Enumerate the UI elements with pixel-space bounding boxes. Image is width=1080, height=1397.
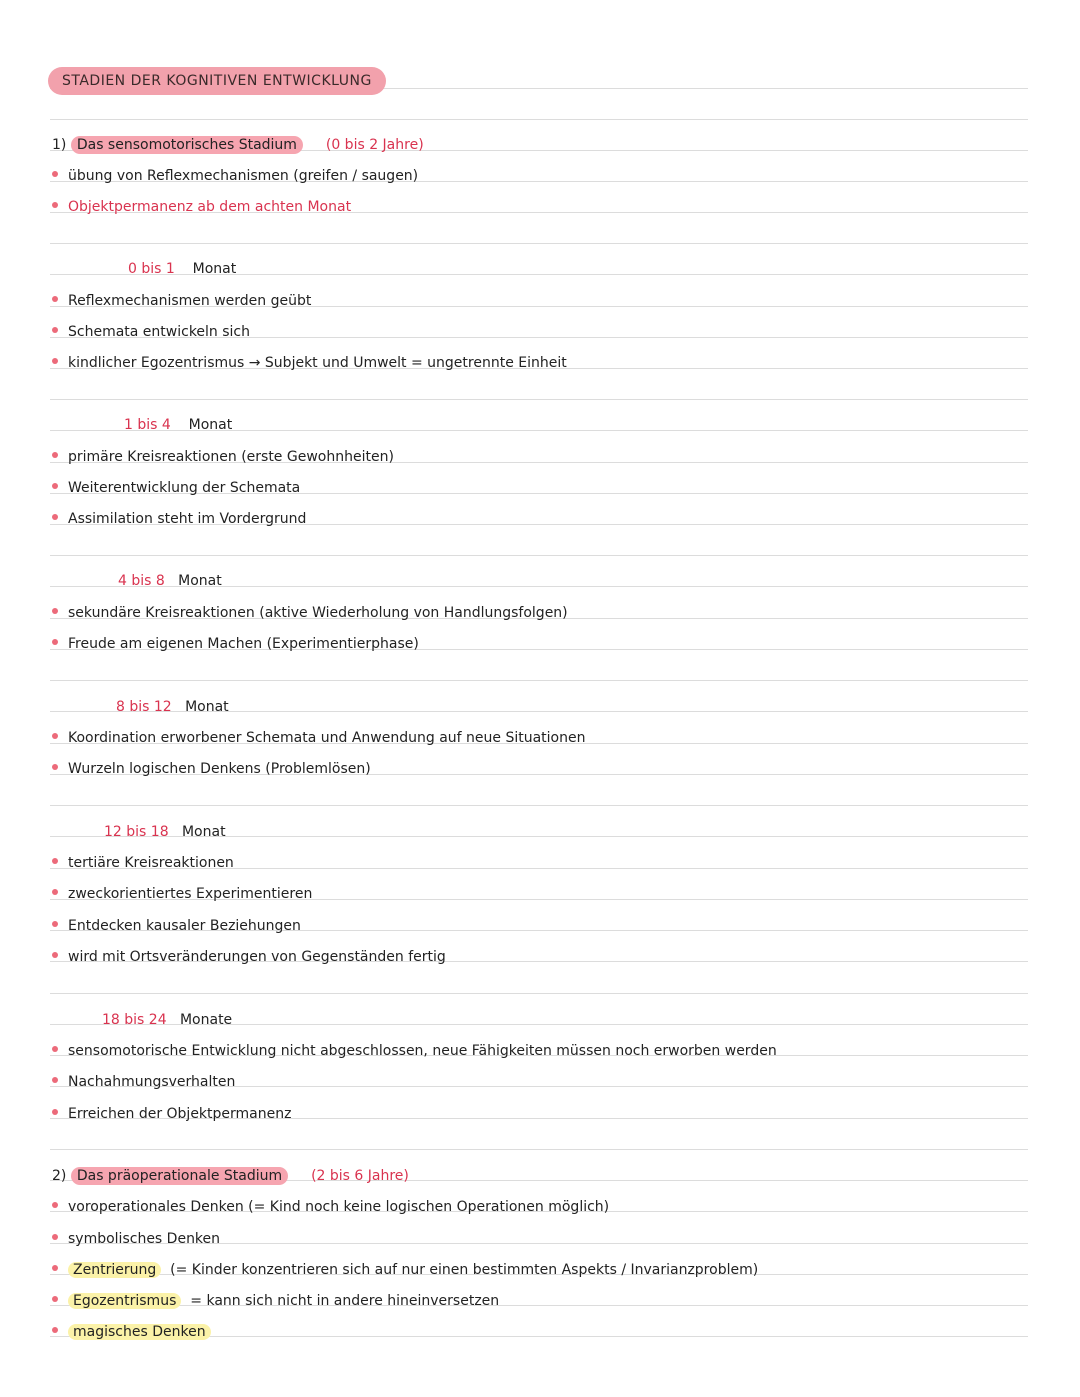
list-item: Weiterentwicklung der Schemata [52, 477, 300, 499]
bullet-icon [52, 1234, 58, 1240]
list-item: voroperationales Denken (= Kind noch keine logischen Operationen möglich) [52, 1196, 609, 1218]
list-item: primäre Kreisreaktionen (erste Gewohnheiten) [52, 446, 394, 468]
bullet-icon [52, 921, 58, 927]
list-item: Koordination erworbener Schemata und Anwendung auf neue Situationen [52, 727, 585, 749]
list-item: Reflexmechanismen werden geübt [52, 290, 311, 312]
stage2-number: 2) [52, 1168, 67, 1184]
stage1-name: Das sensomotorisches Stadium [71, 136, 303, 154]
list-item: symbolisches Denken [52, 1228, 220, 1250]
list-item: wird mit Ortsveränderungen von Gegenständen fertig [52, 946, 446, 968]
highlighted-term: magisches Denken [68, 1324, 211, 1340]
stage2-range: (2 bis 6 Jahre) [311, 1168, 409, 1184]
list-item: Freude am eigenen Machen (Experimentierphase) [52, 633, 419, 655]
list-item: Wurzeln logischen Denkens (Problemlösen) [52, 758, 371, 780]
bullet-icon [52, 1046, 58, 1052]
bullet-icon [52, 202, 58, 208]
bullet-icon [52, 639, 58, 645]
stage1-header [52, 134, 424, 156]
list-item: Objektpermanenz ab dem achten Monat [52, 196, 351, 218]
stage1-number: 1) [52, 137, 67, 153]
bullet-icon [52, 952, 58, 958]
list-item: sensomotorische Entwicklung nicht abgeschlossen, neue Fähigkeiten müssen noch erworben werden [52, 1040, 777, 1062]
list-item: Entdecken kausaler Beziehungen [52, 915, 301, 937]
substage-heading: 4 bis 8 Monat [118, 573, 222, 589]
bullet-icon [52, 608, 58, 614]
bullet-icon [52, 514, 58, 520]
bullet-icon [52, 1077, 58, 1083]
list-item: Nachahmungsverhalten [52, 1071, 235, 1093]
list-item: tertiäre Kreisreaktionen [52, 852, 234, 874]
list-item: übung von Reflexmechanismen (greifen / saugen) [52, 165, 418, 187]
bullet-icon [52, 1109, 58, 1115]
stage1-range: (0 bis 2 Jahre) [325, 137, 424, 153]
list-item: Schemata entwickeln sich [52, 321, 250, 343]
substage-heading: 12 bis 18 Monat [104, 824, 226, 840]
bullet-icon [52, 296, 58, 302]
substage-heading: 18 bis 24 Monate [102, 1012, 233, 1028]
bullet-icon [52, 858, 58, 864]
bullet-icon [52, 733, 58, 739]
bullet-icon [52, 889, 58, 895]
substage-heading: 0 bis 1 Monat [128, 261, 237, 277]
list-item [52, 1321, 211, 1343]
page-title: STADIEN DER KOGNITIVEN ENTWICKLUNG [48, 67, 386, 95]
stage2-name: Das präoperationale Stadium [71, 1167, 288, 1185]
bullet-icon [52, 764, 58, 770]
list-item: Zentrierung (= Kinder konzentrieren sich auf nur einen bestimmten Aspekts / Invarianzproblem) [52, 1259, 758, 1281]
highlighted-term: Egozentrismus [68, 1293, 181, 1309]
list-item: Erreichen der Objektpermanenz [52, 1103, 291, 1125]
bullet-icon [52, 1265, 58, 1271]
substage-heading: 1 bis 4 Monat [124, 417, 233, 433]
stage2-header [52, 1165, 409, 1187]
highlighted-term: Zentrierung [68, 1262, 161, 1278]
bullet-icon [52, 452, 58, 458]
list-item: Egozentrismus = kann sich nicht in andere hineinversetzen [52, 1290, 499, 1312]
bullet-icon [52, 171, 58, 177]
list-item: sekundäre Kreisreaktionen (aktive Wiederholung von Handlungsfolgen) [52, 602, 568, 624]
bullet-icon [52, 327, 58, 333]
list-item: Assimilation steht im Vordergrund [52, 508, 306, 530]
bullet-icon [52, 1202, 58, 1208]
list-item: zweckorientiertes Experimentieren [52, 883, 312, 905]
substage-heading: 8 bis 12 Monat [116, 699, 229, 715]
bullet-icon [52, 1296, 58, 1302]
bullet-icon [52, 483, 58, 489]
bullet-icon [52, 358, 58, 364]
bullet-icon [52, 1327, 58, 1333]
list-item: kindlicher Egozentrismus → Subjekt und Umwelt = ungetrennte Einheit [52, 352, 567, 374]
